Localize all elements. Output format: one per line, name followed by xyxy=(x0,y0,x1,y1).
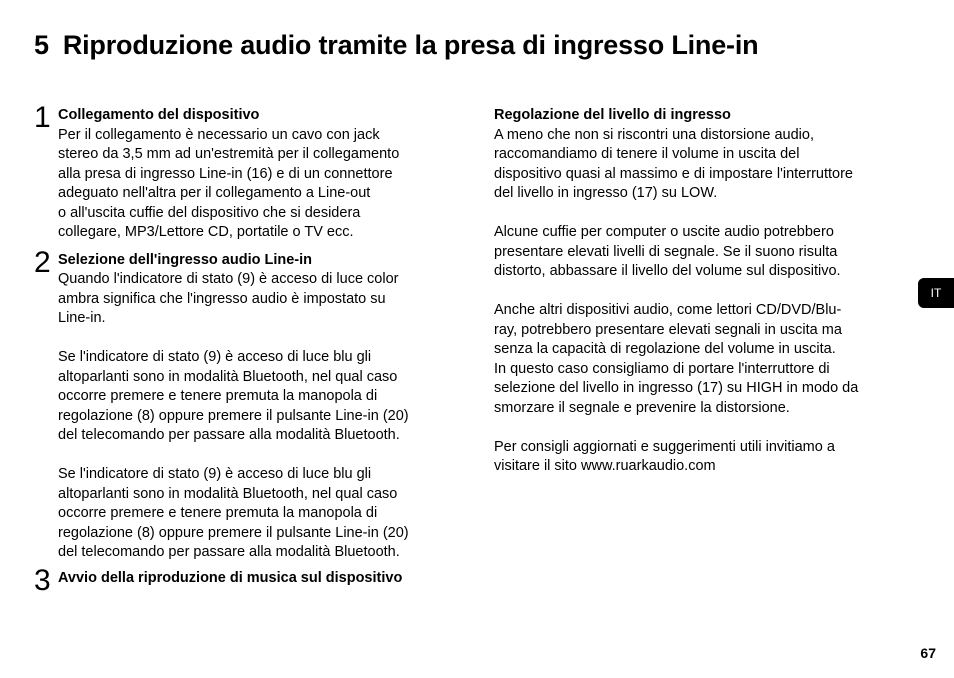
text-line: altoparlanti sono in modalità Bluetooth, nel qual caso xyxy=(58,368,398,385)
paragraph-gap xyxy=(58,446,454,466)
text-line: del telecomando per passare alla modalità Bluetooth. xyxy=(58,427,400,443)
text-line: regolazione (8) oppure premere il pulsante Line-in (20) xyxy=(58,524,409,541)
step-number: 2 xyxy=(34,245,51,279)
text-line: adeguato nell'altra per il collegamento a Line-out xyxy=(58,185,371,201)
page-title xyxy=(34,30,758,61)
text-line: occorre premere e tenere premuta la manopola di xyxy=(58,388,378,404)
text-line: Alcune cuffie per computer o uscite audio potrebbero xyxy=(494,224,834,240)
text-line: Line-in. xyxy=(58,310,106,326)
text-line: A meno che non si riscontri una distorsione audio, xyxy=(494,126,814,143)
step-number: 1 xyxy=(34,101,51,134)
step-2 xyxy=(34,245,454,563)
body-paragraph xyxy=(494,223,914,282)
step-paragraph xyxy=(58,270,454,329)
body-paragraph xyxy=(494,301,914,418)
step-paragraph xyxy=(58,348,454,446)
section-number: 5 xyxy=(34,30,49,60)
section-heading: Regolazione del livello di ingresso xyxy=(494,107,731,123)
text-line: collegare, MP3/Lettore CD, portatile o TV ecc. xyxy=(58,224,354,240)
paragraph-gap xyxy=(494,204,914,224)
right-column xyxy=(494,106,914,477)
text-line: Anche altri dispositivi audio, come lettori CD/DVD/Blu- xyxy=(494,302,842,318)
section-title-text: Riproduzione audio tramite la presa di ingresso Line-in xyxy=(62,30,759,60)
paragraph-gap xyxy=(494,282,914,302)
text-line: distorto, abbassare il livello del volume sul dispositivo. xyxy=(494,263,841,279)
text-line: del livello in ingresso (17) su LOW. xyxy=(494,185,718,201)
text-line: del telecomando per passare alla modalità Bluetooth. xyxy=(58,544,400,560)
body-paragraph xyxy=(494,126,914,204)
text-line: alla presa di ingresso Line-in (16) e di un connettore xyxy=(58,165,393,182)
step-paragraph xyxy=(58,465,454,563)
text-line: ambra significa che l'ingresso audio è impostato su xyxy=(58,290,386,307)
step-heading: Selezione dell'ingresso audio Line-in xyxy=(58,251,313,268)
text-line: Per consigli aggiornati e suggerimenti utili invitiamo a xyxy=(494,438,835,455)
page-number: 67 xyxy=(920,645,936,661)
text-line: senza la capacità di regolazione del volume in uscita. xyxy=(494,341,836,357)
paragraph-gap xyxy=(494,418,914,438)
step-paragraph xyxy=(58,126,454,243)
text-line: stereo da 3,5 mm ad un'estremità per il collegamento xyxy=(58,146,400,162)
text-line: selezione del livello in ingresso (17) su HIGH in modo da xyxy=(494,380,859,396)
text-line: raccomandiamo di tenere il volume in uscita del xyxy=(494,146,800,162)
text-line: Quando l'indicatore di stato (9) è acceso di luce color xyxy=(58,271,399,287)
body-paragraph xyxy=(494,438,914,477)
text-line: occorre premere e tenere premuta la manopola di xyxy=(58,505,378,521)
step-1 xyxy=(34,101,454,243)
step-heading: Avvio della riproduzione di musica sul dispositivo xyxy=(58,569,403,586)
step-number: 3 xyxy=(34,563,51,597)
text-line: regolazione (8) oppure premere il pulsante Line-in (20) xyxy=(58,407,409,424)
text-line: dispositivo quasi al massimo e di impostare l'interruttore xyxy=(494,165,853,182)
text-line: Se l'indicatore di stato (9) è acceso di luce blu gli xyxy=(58,349,372,365)
text-line: In questo caso consigliamo di portare l'interruttore di xyxy=(494,360,830,377)
text-line: ray, potrebbero presentare elevati segnali in uscita ma xyxy=(494,321,842,338)
text-line: visitare il sito www.ruarkaudio.com xyxy=(494,458,716,474)
text-line: presentare elevati livelli di segnale. Se il suono risulta xyxy=(494,243,838,260)
step-3 xyxy=(34,563,454,597)
step-heading: Collegamento del dispositivo xyxy=(58,107,260,123)
text-line: Per il collegamento è necessario un cavo con jack xyxy=(58,126,380,143)
language-tab: IT xyxy=(918,278,954,308)
text-line: smorzare il segnale e prevenire la distorsione. xyxy=(494,399,790,416)
paragraph-gap xyxy=(58,329,454,349)
left-column xyxy=(34,100,454,597)
text-line: altoparlanti sono in modalità Bluetooth, nel qual caso xyxy=(58,485,398,502)
text-line: Se l'indicatore di stato (9) è acceso di luce blu gli xyxy=(58,466,372,482)
text-line: o all'uscita cuffie del dispositivo che si desidera xyxy=(58,204,361,221)
